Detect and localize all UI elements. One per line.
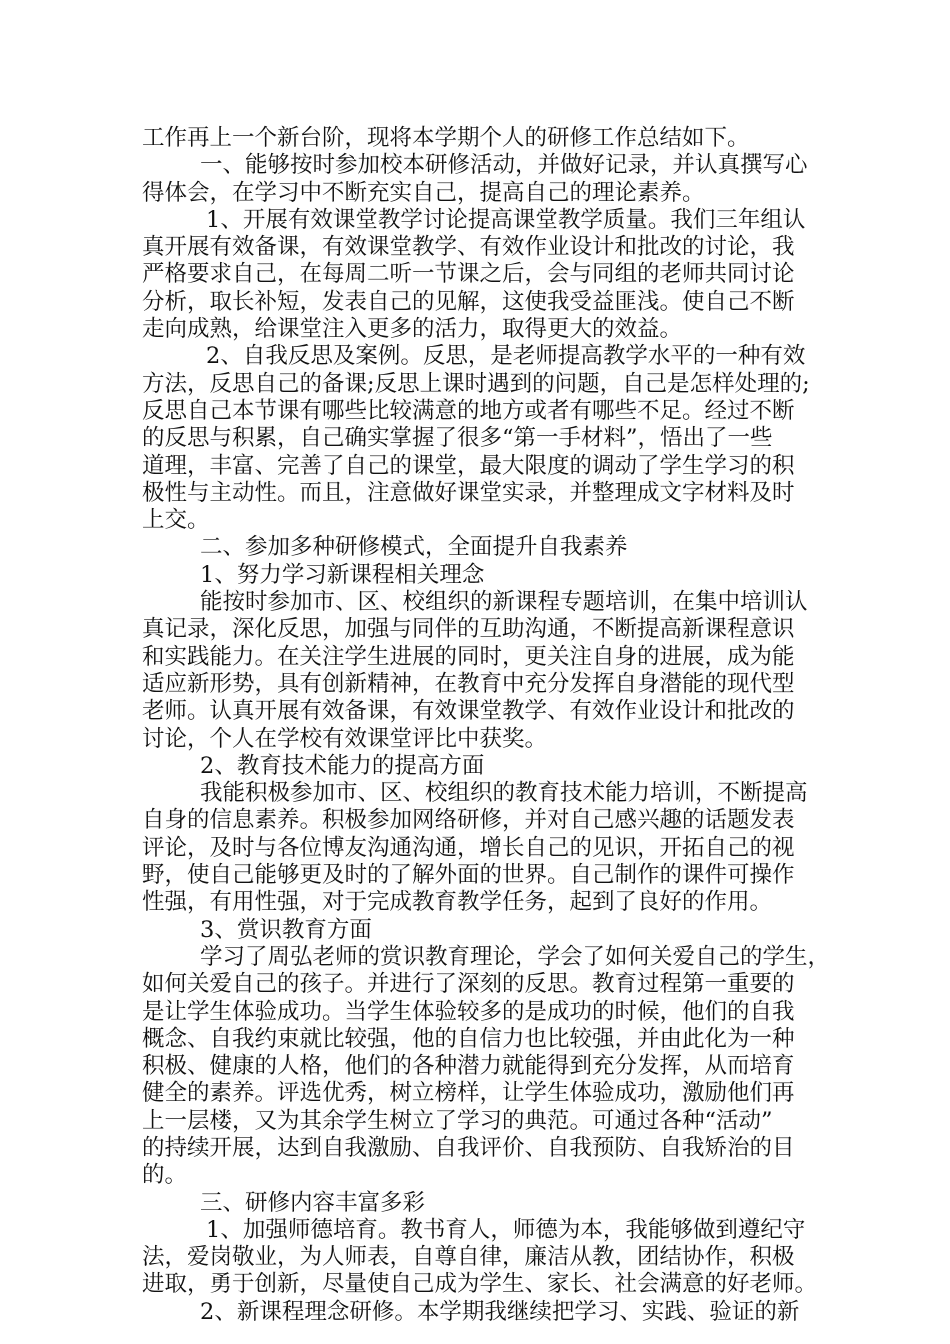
text-line: 走向成熟，给课堂注入更多的活力，取得更大的效益。 xyxy=(142,316,683,343)
subsection-heading: 1、努力学习新课程相关理念 xyxy=(200,561,485,588)
text-line: 反思自己本节课有哪些比较满意的地方或者有哪些不足。经过不断 xyxy=(142,397,795,424)
text-line: 适应新形势，具有创新精神，在教育中充分发挥自身潜能的现代型 xyxy=(142,670,795,697)
text-line: 和实践能力。在关注学生进展的同时，更关注自身的进展，成为能 xyxy=(142,643,795,670)
text-line: 方法，反思自己的备课;反思上课时遇到的问题，自己是怎样处理的; xyxy=(142,370,810,397)
subsection-paragraph-start: 1、加强师德培育。教书育人，师德为本，我能够做到遵纪守 xyxy=(206,1216,806,1243)
text-line: 上一层楼，又为其余学生树立了学习的典范。可通过各种“活动” xyxy=(142,1107,773,1134)
paragraph-start: 能按时参加市、区、校组织的新课程专题培训，在集中培训认 xyxy=(200,589,808,616)
text-line: 性强，有用性强，对于完成教育教学任务，起到了良好的作用。 xyxy=(142,889,773,916)
text-line: 道理，丰富、完善了自己的课堂，最大限度的调动了学生学习的积 xyxy=(142,452,795,479)
text-line: 是让学生体验成功。当学生体验较多的是成功的时候，他们的自我 xyxy=(142,998,795,1025)
text-line: 野，使自己能够更及时的了解外面的世界。自己制作的课件可操作 xyxy=(142,862,795,889)
text-line: 评论，及时与各位博友沟通沟通，增长自己的见识，开拓自己的视 xyxy=(142,834,795,861)
text-line: 分析，取长补短，发表自己的见解，这使我受益匪浅。使自己不断 xyxy=(142,288,795,315)
subsection-paragraph-start: 2、自我反思及案例。反思，是老师提高教学水平的一种有效 xyxy=(206,343,806,370)
text-line: 严格要求自己，在每周二听一节课之后，会与同组的老师共同讨论 xyxy=(142,261,795,288)
text-line: 如何关爱自己的孩子。并进行了深刻的反思。教育过程第一重要的 xyxy=(142,971,795,998)
section-heading-1: 一、能够按时参加校本研修活动，并做好记录，并认真撰写心 xyxy=(200,152,808,179)
text-line: 积极、健康的人格，他们的各种潜力就能得到充分发挥，从而培育 xyxy=(142,1053,795,1080)
text-line: 的持续开展，达到自我激励、自我评价、自我预防、自我矫治的目 xyxy=(142,1134,795,1161)
text-line: 得体会，在学习中不断充实自己，提高自己的理论素养。 xyxy=(142,179,705,206)
subsection-heading: 2、教育技术能力的提高方面 xyxy=(200,752,485,779)
text-line: 工作再上一个新台阶，现将本学期个人的研修工作总结如下。 xyxy=(142,125,750,151)
text-line: 讨论，个人在学校有效课堂评比中获奖。 xyxy=(142,725,548,752)
text-line: 老师。认真开展有效备课，有效课堂教学、有效作业设计和批改的 xyxy=(142,698,795,725)
paragraph-start: 学习了周弘老师的赏识教育理论，学会了如何关爱自己的学生， xyxy=(200,943,831,970)
text-line: 自身的信息素养。积极参加网络研修，并对自己感兴趣的话题发表 xyxy=(142,807,795,834)
text-line: 法，爱岗敬业，为人师表，自尊自律，廉洁从教，团结协作，积极 xyxy=(142,1244,795,1271)
text-line: 极性与主动性。而且，注意做好课堂实录，并整理成文字材料及时 xyxy=(142,479,795,506)
section-heading-2: 二、参加多种研修模式，全面提升自我素养 xyxy=(200,534,628,561)
section-heading-3: 三、研修内容丰富多彩 xyxy=(200,1189,426,1216)
body-text xyxy=(142,125,831,1326)
subsection-heading: 3、赏识教育方面 xyxy=(200,916,372,943)
text-line: 真开展有效备课，有效课堂教学、有效作业设计和批改的讨论，我 xyxy=(142,234,795,261)
subsection-paragraph-start: 1、开展有效课堂教学讨论提高课堂教学质量。我们三年组认 xyxy=(206,206,806,233)
text-line: 进取，勇于创新，尽量使自己成为学生、家长、社会满意的好老师。 xyxy=(142,1271,818,1298)
text-line: 概念、自我约束就比较强，他的自信力也比较强，并由此化为一种 xyxy=(142,1025,795,1052)
paragraph-start: 我能积极参加市、区、校组织的教育技术能力培训，不断提高 xyxy=(200,780,808,807)
text-line: 健全的素养。评选优秀，树立榜样，让学生体验成功，激励他们再 xyxy=(142,1080,795,1107)
text-line: 上交。 xyxy=(142,507,210,534)
text-line: 的。 xyxy=(142,1162,188,1189)
subsection-paragraph-start: 2、新课程理念研修。本学期我继续把学习、实践、验证的新 xyxy=(200,1298,800,1325)
text-line: 真记录，深化反思，加强与同伴的互助沟通，不断提高新课程意识 xyxy=(142,616,795,643)
text-line: 的反思与积累，自己确实掌握了很多“第一手材料”，悟出了一些 xyxy=(142,425,773,452)
